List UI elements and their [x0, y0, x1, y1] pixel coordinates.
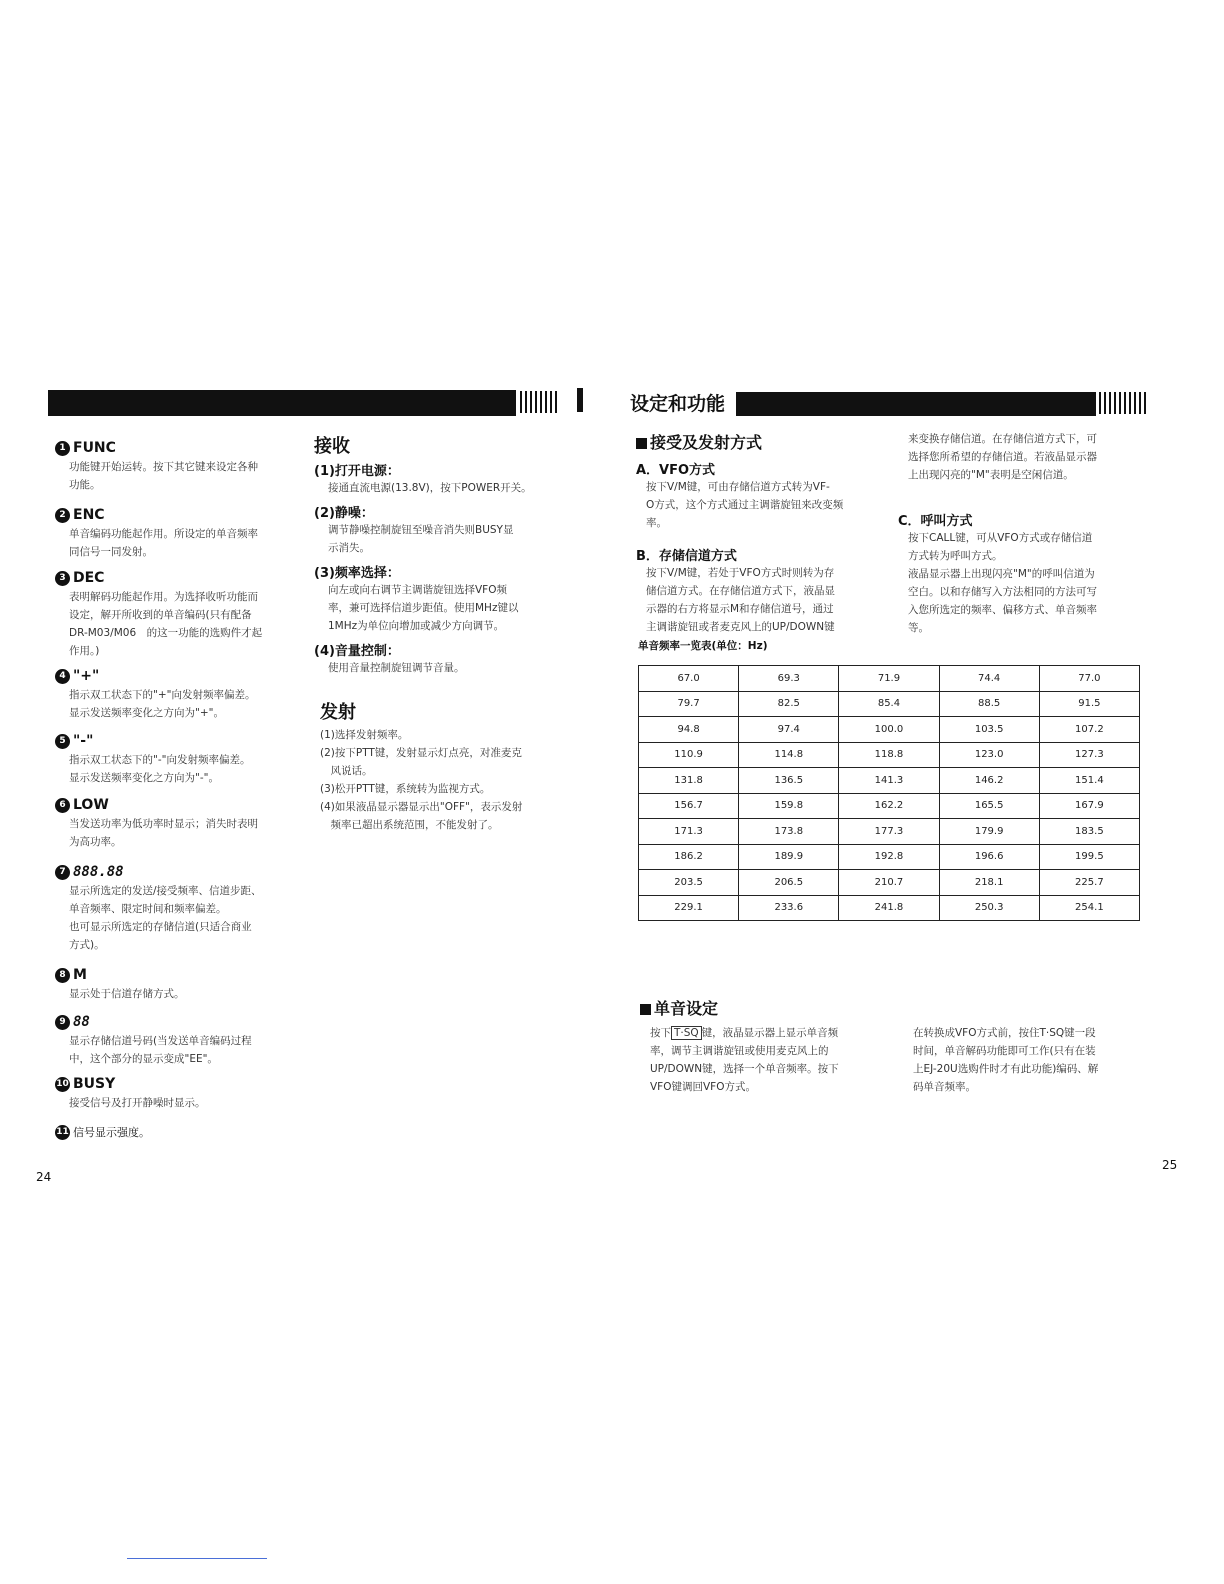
table-cell: 77.0	[1039, 666, 1139, 692]
table-cell: 82.5	[739, 691, 839, 717]
transmit-line: (4)如果液晶显示器显示出"OFF"，表示发射	[320, 801, 523, 813]
table-row	[639, 870, 1140, 896]
table-cell: 69.3	[739, 666, 839, 692]
receive-step-line: 向左或向右调节主调谐旋钮选择VFO频	[328, 584, 507, 596]
section-square-icon	[636, 438, 647, 449]
tone-setting-title	[640, 996, 718, 1019]
tone-setting-line	[650, 1024, 890, 1042]
item-line: 显示处于信道存储方式。	[69, 988, 185, 1000]
item-title: 88	[73, 1014, 90, 1030]
item-signal-strength	[55, 1124, 295, 1140]
table-cell: 199.5	[1039, 844, 1139, 870]
item-line: 单音频率、限定时间和频率偏差。	[69, 903, 227, 915]
item-title: BUSY	[73, 1076, 116, 1092]
tone-setting-left	[650, 1024, 890, 1096]
table-cell: 71.9	[839, 666, 939, 692]
table-cell: 162.2	[839, 793, 939, 819]
item-line: 显示所选定的发送/接受频率、信道步距、	[69, 885, 262, 897]
table-cell: 146.2	[939, 768, 1039, 794]
table-cell: 100.0	[839, 717, 939, 743]
table-cell: 114.8	[739, 742, 839, 768]
number-icon: 10	[55, 1077, 70, 1092]
mode-call	[898, 510, 1148, 637]
item-line: 设定，解开所收到的单音编码(只有配备	[69, 609, 252, 621]
table-cell: 167.9	[1039, 793, 1139, 819]
number-icon: 8	[55, 968, 70, 983]
mode-vfo-line: O方式，这个方式通过主调谐旋钮来改变频	[646, 499, 844, 511]
item-line: 作用。)	[69, 645, 100, 657]
table-row	[639, 819, 1140, 845]
receive-step-line: 示消失。	[328, 542, 370, 554]
table-cell: 218.1	[939, 870, 1039, 896]
item-line: 显示存储信道号码(当发送单音编码过程	[69, 1035, 252, 1047]
mode-vfo-line: 率。	[646, 517, 667, 529]
item-title: "+"	[73, 668, 100, 684]
left-header-bar	[48, 390, 516, 416]
mode-call-line: 方式转为呼叫方式。	[908, 550, 1003, 562]
table-cell: 206.5	[739, 870, 839, 896]
table-cell: 177.3	[839, 819, 939, 845]
transmit-line: 风说话。	[320, 765, 373, 777]
divider-line	[127, 1558, 267, 1559]
tone-pre: 按下	[650, 1027, 671, 1039]
transmit-title: 发射	[320, 702, 356, 723]
item-dec	[55, 570, 295, 660]
table-cell: 97.4	[739, 717, 839, 743]
receive-step-line: 使用音量控制旋钮调节音量。	[328, 662, 465, 674]
table-cell: 250.3	[939, 895, 1039, 921]
item-title: DEC	[73, 570, 105, 586]
mode-memory-cont-line: 选择您所希望的存储信道。若液晶显示器	[908, 451, 1097, 463]
tone-setting-line: 时间，单音解码功能即可工作(只有在装	[913, 1045, 1096, 1057]
item-low	[55, 797, 295, 851]
table-cell: 183.5	[1039, 819, 1139, 845]
tone-setting-right	[913, 1024, 1158, 1096]
tone-frequency-table	[638, 665, 1140, 921]
table-cell: 159.8	[739, 793, 839, 819]
receive-step-line: 率，兼可选择信道步距值。使用MHz键以	[328, 602, 519, 614]
number-icon: 5	[55, 734, 70, 749]
item-m	[55, 967, 295, 1003]
table-cell: 110.9	[639, 742, 739, 768]
item-title: ENC	[73, 507, 105, 523]
table-cell: 186.2	[639, 844, 739, 870]
item-line: 指示双工状态下的"-"向发射频率偏差。	[69, 754, 251, 766]
center-marker	[577, 388, 583, 412]
table-cell: 210.7	[839, 870, 939, 896]
left-header-ticks	[520, 391, 557, 413]
item-line: 中，这个部分的显示变成"EE"。	[69, 1053, 218, 1065]
right-header-bar	[736, 392, 1096, 416]
transmit-line: (3)松开PTT键，系统转为监视方式。	[320, 783, 491, 795]
number-icon: 1	[55, 441, 70, 456]
tone-table-caption: 单音频率一览表(单位：Hz)	[638, 640, 768, 652]
table-cell: 94.8	[639, 717, 739, 743]
table-cell: 196.6	[939, 844, 1039, 870]
number-icon: 6	[55, 798, 70, 813]
tsq-key: T·SQ	[671, 1026, 702, 1040]
item-line: 单音编码功能起作用。所设定的单音频率	[69, 528, 258, 540]
transmit-line: (2)按下PTT键，发射显示灯点亮，对准麦克	[320, 747, 522, 759]
number-icon: 9	[55, 1015, 70, 1030]
mode-memory-cont-line: 来变换存储信道。在存储信道方式下，可	[908, 433, 1097, 445]
receive-title: 接收	[314, 436, 350, 457]
item-frequency-display	[55, 864, 295, 954]
table-cell: 241.8	[839, 895, 939, 921]
tone-setting-line: 码单音频率。	[913, 1081, 976, 1093]
mode-call-line: 液晶显示器上出现闪亮"M"的呼叫信道为	[908, 568, 1095, 580]
tone-setting-line: VFO键调回VFO方式。	[650, 1081, 756, 1093]
section-square-icon	[640, 1004, 651, 1015]
right-header-ticks	[1099, 392, 1146, 414]
item-busy	[55, 1076, 295, 1112]
table-row	[639, 844, 1140, 870]
table-cell: 67.0	[639, 666, 739, 692]
table-cell: 91.5	[1039, 691, 1139, 717]
receive-step-line: 调节静噪控制旋钮至噪音消失则BUSY显	[328, 524, 514, 536]
mode-call-line: 等。	[908, 622, 929, 634]
mode-vfo	[636, 459, 881, 532]
mode-call-line: 空白。以和存储写入方法相同的方法可写	[908, 586, 1097, 598]
table-cell: 123.0	[939, 742, 1039, 768]
table-cell: 229.1	[639, 895, 739, 921]
table-cell: 173.8	[739, 819, 839, 845]
page-number-left: 24	[36, 1170, 52, 1184]
receive-step-line: 1MHz为单位向增加或减少方向调节。	[328, 620, 505, 632]
item-title: LOW	[73, 797, 109, 813]
item-line: 接受信号及打开静噪时显示。	[69, 1097, 206, 1109]
item-line: 指示双工状态下的"+"向发射频率偏差。	[69, 689, 256, 701]
tone-setting-line: 率，调节主调谐旋钮或使用麦克风上的	[650, 1045, 829, 1057]
table-cell: 225.7	[1039, 870, 1139, 896]
number-icon: 11	[55, 1125, 70, 1140]
table-cell: 118.8	[839, 742, 939, 768]
table-cell: 171.3	[639, 819, 739, 845]
table-cell: 136.5	[739, 768, 839, 794]
item-line: 显示发送频率变化之方向为"+"。	[69, 707, 224, 719]
mode-memory-line: 示器的右方将显示M和存储信道号，通过	[646, 603, 834, 615]
mode-vfo-title: A．VFO方式	[636, 463, 716, 478]
item-channel-number	[55, 1014, 295, 1068]
item-line: 同信号一同发射。	[69, 546, 153, 558]
table-cell: 192.8	[839, 844, 939, 870]
tone-table-container	[638, 665, 1140, 921]
receive-step-head: (3)频率选择：	[314, 566, 400, 581]
table-cell: 233.6	[739, 895, 839, 921]
mode-memory-line: 储信道方式。在存储信道方式下，液晶显	[646, 585, 835, 597]
number-icon: 3	[55, 571, 70, 586]
transmit-steps	[320, 726, 580, 834]
receive-steps	[314, 460, 574, 677]
table-row	[639, 717, 1140, 743]
item-func	[55, 440, 295, 494]
item-line: 功能。	[69, 479, 101, 491]
mode-memory	[636, 545, 881, 636]
tone-setting-title-text: 单音设定	[654, 999, 719, 1018]
table-row	[639, 691, 1140, 717]
item-line: DR-M03/M06 的这一功能的选购件才起	[69, 627, 263, 639]
transmit-line: 频率已超出系统范围，不能发射了。	[320, 819, 499, 831]
item-line: 当发送功率为低功率时显示；消失时表明	[69, 818, 258, 830]
table-cell: 254.1	[1039, 895, 1139, 921]
table-row	[639, 768, 1140, 794]
table-row	[639, 793, 1140, 819]
receive-step-head: (4)音量控制：	[314, 644, 400, 659]
table-cell: 103.5	[939, 717, 1039, 743]
table-cell: 151.4	[1039, 768, 1139, 794]
item-line: 为高功率。	[69, 836, 122, 848]
number-icon: 2	[55, 508, 70, 523]
mode-memory-title: B．存储信道方式	[636, 549, 737, 564]
number-icon: 4	[55, 669, 70, 684]
table-cell: 141.3	[839, 768, 939, 794]
modes-title	[636, 430, 762, 453]
modes-title-text: 接受及发射方式	[650, 433, 763, 452]
receive-step-head: (1)打开电源：	[314, 464, 400, 479]
mode-vfo-line: 按下V/M键，可由存储信道方式转为VF-	[646, 481, 830, 493]
item-title: 信号显示强度。	[73, 1126, 150, 1139]
item-plus	[55, 668, 295, 722]
item-line: 也可显示所选定的存储信道(只适合商业	[69, 921, 252, 933]
table-row	[639, 666, 1140, 692]
table-row	[639, 742, 1140, 768]
table-cell: 79.7	[639, 691, 739, 717]
item-title: 888.88	[73, 864, 124, 880]
page-number-right: 25	[1162, 1158, 1178, 1172]
mode-memory-continued	[908, 430, 1148, 484]
table-cell: 165.5	[939, 793, 1039, 819]
item-line: 功能键开始运转。按下其它键来设定各种	[69, 461, 258, 473]
receive-step-head: (2)静噪：	[314, 506, 374, 521]
table-cell: 179.9	[939, 819, 1039, 845]
item-enc	[55, 507, 295, 561]
mode-call-line: 按下CALL键，可从VFO方式或存储信道	[908, 532, 1093, 544]
table-cell: 85.4	[839, 691, 939, 717]
tone-setting-line: 在转换成VFO方式前，按住T·SQ键一段	[913, 1027, 1096, 1039]
item-title: M	[73, 967, 87, 983]
mode-memory-cont-line: 上出现闪亮的"M"表明是空闲信道。	[908, 469, 1074, 481]
item-title: "-"	[73, 733, 94, 749]
item-minus	[55, 733, 295, 787]
page-title: 设定和功能	[630, 393, 726, 415]
tone-setting-line: 上EJ-20U选购件时才有此功能)编码、解	[913, 1063, 1099, 1075]
mode-memory-line: 主调谐旋钮或者麦克风上的UP/DOWN键	[646, 621, 835, 633]
table-cell: 189.9	[739, 844, 839, 870]
table-cell: 107.2	[1039, 717, 1139, 743]
tone-setting-line: UP/DOWN键，选择一个单音频率。按下	[650, 1063, 839, 1075]
table-cell: 131.8	[639, 768, 739, 794]
table-cell: 203.5	[639, 870, 739, 896]
mode-call-line: 入您所选定的频率、偏移方式、单音频率	[908, 604, 1097, 616]
table-cell: 74.4	[939, 666, 1039, 692]
table-cell: 88.5	[939, 691, 1039, 717]
item-line: 显示发送频率变化之方向为"-"。	[69, 772, 219, 784]
transmit-line: (1)选择发射频率。	[320, 729, 409, 741]
table-cell: 127.3	[1039, 742, 1139, 768]
tone-post: 键，液晶显示器上显示单音频	[701, 1027, 839, 1039]
item-line: 方式)。	[69, 939, 105, 951]
mode-call-title: C．呼叫方式	[898, 514, 973, 529]
number-icon: 7	[55, 865, 70, 880]
item-title: FUNC	[73, 440, 116, 456]
table-row	[639, 895, 1140, 921]
table-cell: 156.7	[639, 793, 739, 819]
mode-memory-line: 按下V/M键，若处于VFO方式时则转为存	[646, 567, 835, 579]
item-line: 表明解码功能起作用。为选择收听功能而	[69, 591, 258, 603]
receive-step-line: 接通直流电源(13.8V)，按下POWER开关。	[328, 482, 532, 494]
